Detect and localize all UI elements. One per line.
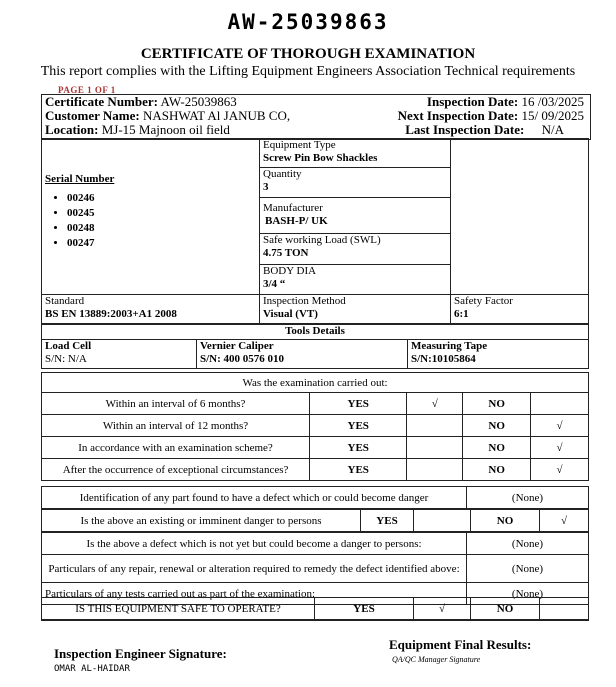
- quantity-cell: [260, 168, 451, 197]
- no-checkmark: √: [531, 459, 589, 481]
- yes-check-cell: [414, 510, 471, 532]
- cert-number-label: Certificate Number:: [45, 94, 158, 109]
- no-label: NO: [463, 437, 531, 459]
- certificate-id-heading: AW-25039863: [227, 10, 389, 34]
- equipment-type-cell: [260, 139, 451, 168]
- equipment-type-label: Equipment Type: [263, 139, 336, 151]
- exam-row-label: After the occurrence of exceptional circumstances?: [42, 459, 310, 481]
- yes-label: YES: [315, 598, 414, 620]
- method-value: Visual (VT): [263, 308, 318, 320]
- yes-checkmark: √: [407, 393, 463, 415]
- body-dia-value: 3/4 “: [263, 277, 286, 290]
- defect-answer: (None): [467, 487, 589, 509]
- yes-check-cell: [407, 415, 463, 437]
- no-label: NO: [463, 415, 531, 437]
- vernier-cell: [197, 340, 408, 369]
- body-dia-label: BODY DIA: [263, 264, 317, 277]
- no-check-cell: [531, 393, 589, 415]
- cert-number-value: AW-25039863: [160, 94, 237, 109]
- yes-label: YES: [310, 437, 407, 459]
- engineer-name: OMAR AL-HAIDAR: [54, 664, 130, 674]
- method-cell: [260, 295, 451, 324]
- last-inspection-label: Last Inspection Date:: [405, 122, 525, 137]
- quantity-label: Quantity: [263, 168, 302, 181]
- no-label: NO: [463, 459, 531, 481]
- location-value: MJ-15 Majnoon oil field: [101, 122, 230, 137]
- yes-check-cell: [407, 459, 463, 481]
- quantity-value: 3: [263, 181, 269, 194]
- future-defect-table: [41, 532, 589, 605]
- inspection-date-value: 16 /03/2025: [521, 94, 584, 109]
- tape-label: Measuring Tape: [411, 340, 488, 352]
- exam-row: [42, 437, 589, 459]
- safety-cell: [451, 295, 589, 324]
- vernier-value: S/N: 400 0576 010: [200, 353, 285, 365]
- safety-factor-label: Safety Factor: [454, 295, 513, 307]
- manufacturer-label: Manufacturer: [263, 201, 323, 214]
- customer-name-label: Customer Name:: [45, 108, 140, 123]
- manufacturer-cell: [260, 197, 451, 234]
- serial-cell: [42, 139, 260, 295]
- bottom-rule: [41, 620, 589, 621]
- danger-question: Is the above an existing or imminent danger to persons: [42, 510, 361, 532]
- equipment-table: [41, 138, 589, 324]
- yes-check-cell: [407, 437, 463, 459]
- last-inspection-value: N/A: [541, 122, 564, 137]
- no-check-cell: [540, 598, 589, 620]
- swl-cell: [260, 234, 451, 264]
- standard-cell: [42, 295, 260, 324]
- defect-table: [41, 486, 589, 509]
- exam-row-label: In accordance with an examination scheme?: [42, 437, 310, 459]
- location-label: Location:: [45, 122, 99, 137]
- yes-checkmark: √: [414, 598, 471, 620]
- swl-value: 4.75 TON: [263, 247, 309, 260]
- vernier-label: Vernier Caliper: [200, 340, 274, 352]
- exam-row-label: Within an interval of 12 months?: [42, 415, 310, 437]
- future-defect-answer: (None): [467, 533, 589, 555]
- repair-answer: (None): [467, 555, 589, 583]
- yes-label: YES: [361, 510, 414, 532]
- customer-name-value: NASHWAT Al JANUB CO,: [142, 108, 291, 123]
- danger-table: [41, 509, 589, 532]
- safety-factor-value: 6:1: [454, 308, 469, 320]
- no-checkmark: √: [531, 415, 589, 437]
- tools-heading: Tools Details: [42, 325, 589, 340]
- defect-question: Identification of any part found to have a defect which or could become danger: [42, 487, 467, 509]
- yes-label: YES: [310, 393, 407, 415]
- equipment-type-value: Screw Pin Bow Shackles: [263, 152, 378, 164]
- safe-table: [41, 597, 589, 620]
- standard-label: Standard: [45, 295, 85, 307]
- inspection-date-label: Inspection Date:: [426, 94, 519, 109]
- no-label: NO: [463, 393, 531, 415]
- serial-list: [45, 191, 256, 251]
- serial-number-label: Serial Number: [45, 173, 115, 185]
- exam-row: [42, 393, 589, 415]
- no-label: NO: [471, 598, 540, 620]
- examination-table: [41, 372, 589, 481]
- engineer-signature-label: Inspection Engineer Signature:: [54, 646, 227, 661]
- exam-row-label: Within an interval of 6 months?: [42, 393, 310, 415]
- load-cell-cell: [42, 340, 197, 369]
- yes-label: YES: [310, 415, 407, 437]
- serial-item: • 00248: [67, 221, 256, 236]
- exam-row: [42, 415, 589, 437]
- next-inspection-value: 15/ 09/2025: [521, 108, 584, 123]
- final-results-label: Equipment Final Results:: [389, 637, 532, 652]
- tests-question: Particulars of any tests carried out as part of the examination:: [42, 583, 467, 605]
- page-indicator: PAGE 1 OF 1: [58, 85, 116, 95]
- exam-row: [42, 459, 589, 481]
- no-checkmark: √: [531, 437, 589, 459]
- blank-cell: [451, 139, 589, 295]
- qa-qc-signature-note: QA/QC Manager Signature: [392, 655, 481, 664]
- document-title: CERTIFICATE OF THOROUGH EXAMINATION: [140, 46, 476, 62]
- header-table: [42, 95, 588, 137]
- tests-answer: (None): [467, 583, 589, 605]
- yes-label: YES: [310, 459, 407, 481]
- load-cell-value: S/N: N/A: [45, 353, 87, 365]
- manufacturer-value: BASH-P/ UK: [265, 214, 328, 227]
- document-subtitle: This report complies with the Lifting Equipment Engineers Association Technical requirements: [40, 64, 576, 79]
- no-label: NO: [471, 510, 540, 532]
- method-label: Inspection Method: [263, 295, 346, 307]
- future-defect-question: Is the above a defect which is not yet but could become a danger to persons:: [42, 533, 467, 555]
- repair-question: Particulars of any repair, renewal or alteration required to remedy the defect identified above:: [42, 555, 467, 583]
- tape-value: S/N:10105864: [411, 353, 476, 365]
- exam-question-heading: Was the examination carried out:: [42, 373, 589, 393]
- serial-item: • 00247: [67, 236, 256, 251]
- load-cell-label: Load Cell: [45, 340, 92, 352]
- serial-item: • 00245: [67, 206, 256, 221]
- no-checkmark: √: [540, 510, 589, 532]
- serial-item: • 00246: [67, 191, 256, 206]
- standard-value: BS EN 13889:2003+A1 2008: [45, 308, 177, 320]
- swl-label: Safe working Load (SWL): [263, 234, 381, 247]
- next-inspection-label: Next Inspection Date:: [397, 108, 519, 123]
- safe-question: IS THIS EQUIPMENT SAFE TO OPERATE?: [42, 598, 315, 620]
- tools-table: [41, 324, 589, 369]
- tape-cell: [408, 340, 589, 369]
- body-dia-cell: [260, 264, 451, 294]
